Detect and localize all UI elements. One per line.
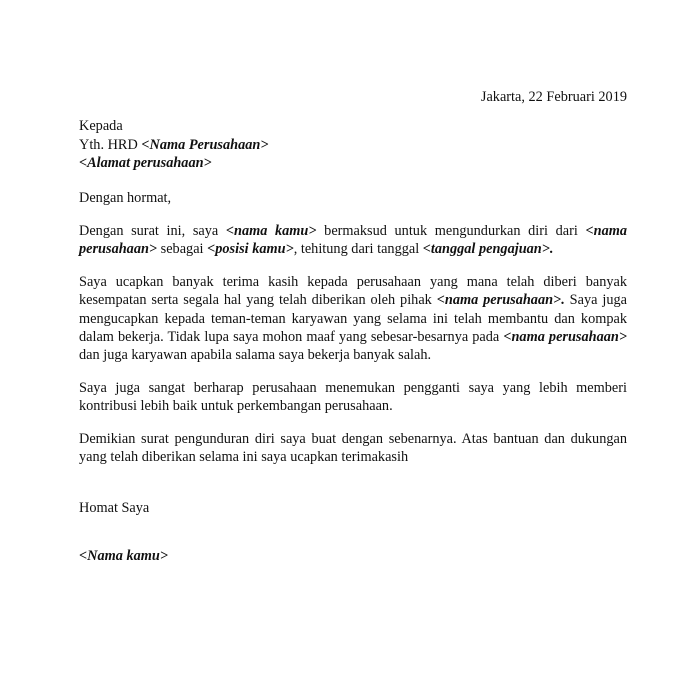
paragraph-closing: Demikian surat pengunduran diri saya buat dengan sebenarnya. Atas bantuan dan dukungan yang telah diberikan selama ini saya ucapkan terimakasih	[79, 430, 627, 466]
position-placeholder: <posisi kamu>	[207, 241, 294, 258]
company-name-placeholder: <Nama Perusahaan>	[141, 136, 269, 153]
your-name-placeholder: <nama kamu>	[225, 223, 317, 240]
paragraph-intro-text-2: bermaksud untuk mengundurkan diri dari	[316, 223, 586, 240]
signature-placeholder: <Nama kamu>	[79, 547, 168, 564]
paragraph-intro-text-3: sebagai	[157, 241, 208, 258]
paragraph-intro-text-4: , tehitung dari tanggal	[293, 241, 423, 258]
company-placeholder-2: <nama perusahaan>.	[436, 292, 565, 309]
recipient-line	[79, 136, 627, 154]
paragraph-thanks-text-1: Saya ucapkan banyak terima kasih kepada perusahaan yang mana telah diberi banyak kesempatan serta segala hal yang telah diberikan oleh pihak	[79, 273, 627, 309]
recipient-label: Kepada	[79, 118, 123, 135]
resignation-letter	[79, 88, 627, 565]
company-placeholder-3: <nama perusahaan>	[503, 329, 627, 346]
paragraph-intro-text-1: Dengan surat ini, saya	[79, 223, 226, 240]
paragraph-thanks-text-3: dan juga karyawan apabila salama saya bekerja banyak salah.	[79, 347, 432, 364]
submission-date-placeholder: <tanggal pengajuan>.	[422, 241, 554, 258]
letter-date: Jakarta, 22 Februari 2019	[480, 89, 627, 105]
paragraph-hope: Saya juga sangat berharap perusahaan menemukan pengganti saya yang lebih memberi kontribusi lebih baik untuk perkembangan perusahaan.	[79, 379, 627, 415]
company-address-placeholder: <Alamat perusahaan>	[79, 155, 212, 172]
company-placeholder: <nama perusahaan>	[79, 223, 627, 258]
paragraph-intro	[79, 222, 627, 259]
salutation: Dengan hormat,	[79, 189, 172, 206]
paragraph-thanks-text-2: Saya juga mengucapkan kepada teman-teman karyawan yang selama ini telah membantu dan kompak dalam bekerja. Tidak lupa saya mohon maaf yang sebesar-besarnya pada	[79, 292, 627, 346]
closing-phrase: Homat Saya	[79, 499, 150, 516]
recipient-hrd-prefix: Yth. HRD	[79, 136, 142, 153]
paragraph-thanks	[79, 273, 627, 365]
